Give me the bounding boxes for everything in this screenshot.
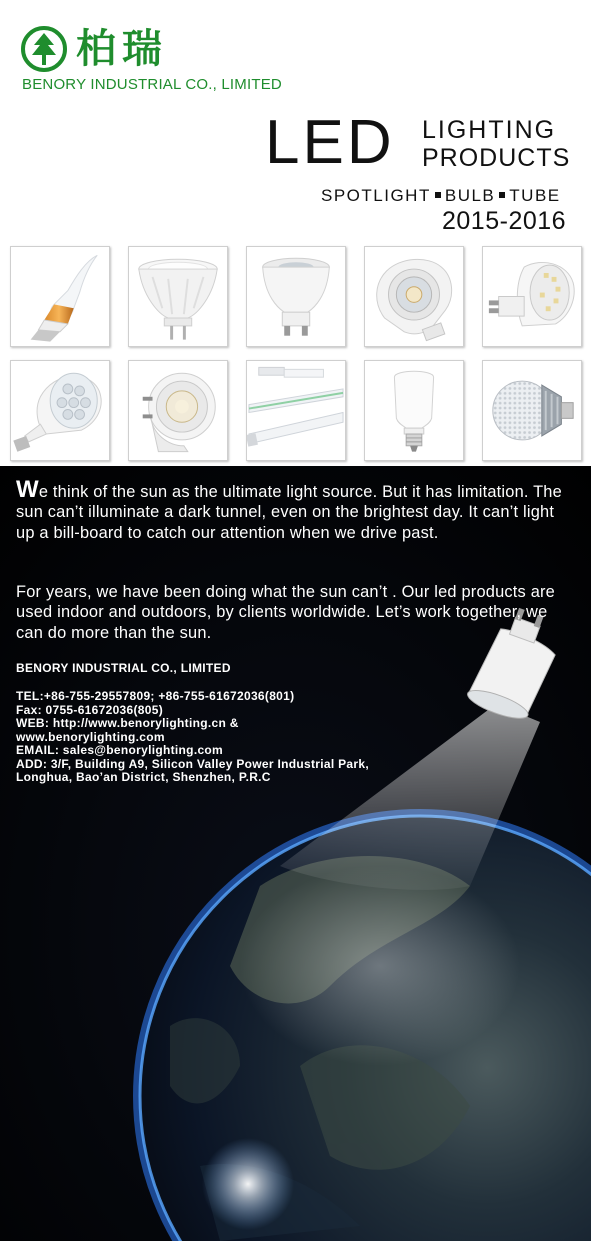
- headline-led: LED: [265, 108, 395, 177]
- product-tile-cob-spotlight: [364, 246, 464, 347]
- gu10-smd-spotlight-icon: [483, 247, 581, 346]
- tree-emblem-icon: [20, 25, 68, 73]
- category-tube: TUBE: [509, 186, 561, 205]
- ar111-lamp-icon: [129, 361, 227, 460]
- contact-email: EMAIL: sales@benorylighting.com: [16, 743, 224, 757]
- par-lamp-icon: [11, 361, 109, 460]
- product-tile-candle-bulb: [10, 246, 110, 347]
- contact-address: ADD: 3/F, Building A9, Silicon Valley Power Industrial Park,: [16, 756, 369, 771]
- brand-logo: [20, 22, 320, 94]
- contact-company-name: BENORY INDUSTRIAL CO., LIMITED: [16, 661, 231, 675]
- mr16-spotlight-icon: [129, 247, 227, 346]
- intro-text: e think of the sun as the ultimate light source. But it has limitation. The sun can’t illuminate a dark tunnel, even on the brightest day. It can’t light up a bill-board to catch our attention when we drive past.: [16, 483, 562, 542]
- cob-spotlight-icon: [365, 247, 463, 346]
- category-separator: [499, 192, 505, 198]
- contact-tel: TEL:+86-755-29557809; +86-755-61672036(801): [16, 689, 295, 703]
- a-bulb-icon: [365, 361, 463, 460]
- candle-bulb-icon: [11, 247, 109, 346]
- catalog-cover-bottom: [0, 466, 591, 1241]
- gu10-spotlight-icon: [247, 247, 345, 346]
- contact-address-2: Longhua, Bao’an District, Shenzhen, P.R.C: [16, 770, 271, 784]
- catalog-years: 2015-2016: [442, 207, 567, 235]
- second-paragraph: For years, we have been doing what the sun can’t . Our led products are used indoor and outdoors, by clients worldwide. Let’s work together, we can do more than the sun.: [16, 583, 555, 642]
- product-tile-corn-bulb: [482, 360, 582, 461]
- category-spotlight: SPOTLIGHT: [321, 186, 431, 205]
- contact-fax: Fax: 0755-61672036(805): [16, 702, 164, 717]
- category-bulb: BULB: [444, 186, 496, 205]
- product-tile-mr16-spotlight: [128, 246, 228, 347]
- contact-web-2: www.benorylighting.com: [16, 729, 165, 744]
- contact-details: [16, 690, 436, 785]
- product-tile-ar111-lamp: [128, 360, 228, 461]
- product-tile-par-lamp: [10, 360, 110, 461]
- product-tile-led-tube: [246, 360, 346, 461]
- category-separator: [435, 192, 441, 198]
- product-tile-gu10-smd-spotlight: [482, 246, 582, 347]
- headline-products: PRODUCTS: [422, 144, 571, 172]
- product-tile-gu10-spotlight: [246, 246, 346, 347]
- headline-lighting: LIGHTING: [422, 116, 557, 144]
- catalog-cover-top: [0, 0, 591, 466]
- corn-bulb-icon: [483, 361, 581, 460]
- product-tile-a-bulb: [364, 360, 464, 461]
- intro-paragraph: [16, 476, 576, 543]
- led-tube-icon: [247, 361, 345, 460]
- brand-english-name: BENORY INDUSTRIAL CO., LIMITED: [22, 76, 282, 93]
- product-categories: [321, 186, 561, 206]
- intro-drop-letter: W: [16, 476, 39, 503]
- contact-web: WEB: http://www.benorylighting.cn &: [16, 716, 239, 730]
- brand-chinese-name: 柏瑞: [76, 25, 168, 72]
